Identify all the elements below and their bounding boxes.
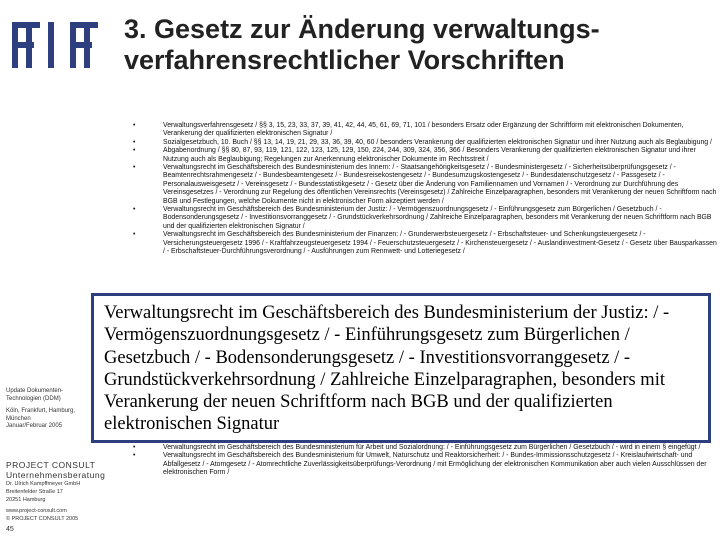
bullet-dot: • xyxy=(133,206,136,214)
company-name: PROJECT CONSULT xyxy=(6,460,96,470)
lower-bullet-list xyxy=(133,444,718,478)
event-line-1: Update Dokumenten- xyxy=(6,388,64,394)
bullet-text: Sozialgesetzbuch, 10. Buch / §§ 13, 14, 19, 21, 29, 33, 36, 39, 40, 60 / besonders Verankerung der qualifizierten elektronischen Signatur und ihrer Nutzung auch als Beglaubigung / xyxy=(163,138,712,146)
bullet-item xyxy=(133,206,718,231)
title-line-2: verfahrensrechtlicher Vorschriften xyxy=(124,45,565,75)
cities-line-2: München xyxy=(6,415,31,422)
company-city: 20251 Hamburg xyxy=(6,497,46,503)
company-person: Dr. Ulrich Kampffmeyer GmbH xyxy=(6,481,81,487)
hover-tooltip xyxy=(91,293,711,443)
bullet-text: Verwaltungsrecht im Geschäftsbereich des Bundesministerium der Finanzen: / - Grunderwerbsteuergesetz / - Erbschaftsteuer- und Schenkungsteuergesetz / - Versicherungsteuergesetz 1996 / - Kraftfahrzeugsteuergesetz 1994 / - Feuerschutzsteuergesetz / - Kirchensteuergesetz / - Auslandinvestment-Gesetz / - Gesetz über Bausparkassen / - Erbschaftsteuer-Durchführungsverordnung / - Ausführungen zum Rennwett- und Lotteriegesetz / xyxy=(163,231,717,256)
bullet-item xyxy=(133,452,718,477)
bullet-dot: • xyxy=(133,138,136,146)
bullet-text: Verwaltungsrecht im Geschäftsbereich des Bundesministerium des Innern: / - Staatsangehörigkeitsgesetz / - Bundesministergesetz / - Sicherheitsüberprüfungsgesetz / - Beamtenrechtsrahmengesetz / - Bundesbeamtengesetz / - Bundesreisekostengesetz / - Bundesumzugskostengesetz / - Bundesdatenschutzgesetz / - Passgesetz / - Personalausweisgesetz / - Vereinsgesetz / - Bundesstatistikgesetz / - Gesetz über die Änderung von Familiennamen und Vornamen / - Verordnung zur Durchführung des Vereinsgesetzes / - Verordnung zur Regelung des öffentlichen Vereinsrechts (Vereinsgesetz) / Zahlreiche Einzelparagraphen, besonders mit Verankerung der neuen Schriftform nach BGB und Festlegungen, welche Dokumente nicht in elektronischer Form akzeptiert werden / xyxy=(163,164,717,205)
company-web: www.project-consult.com xyxy=(6,508,67,514)
bullet-dot: • xyxy=(133,452,136,460)
bullet-text: Verwaltungsverfahrensgesetz / §§ 3, 15, 23, 33, 37, 39, 41, 42, 44, 45, 61, 69, 71, 101 / besonders Ersatz oder Ergänzung der Schriftform mit elektronischen Dokumenten, Verankerung der qualifizierten elektronischen Signatur / xyxy=(163,122,684,138)
bullet-dot: • xyxy=(133,147,136,155)
company-info xyxy=(6,460,106,523)
page-title xyxy=(124,14,704,76)
bullet-dot: • xyxy=(133,122,136,129)
company-tagline: Unternehmensberatung xyxy=(6,470,106,480)
bullet-item xyxy=(133,231,718,256)
bullet-text: Verwaltungsrecht im Geschäftsbereich des Bundesministerium für Arbeit und Sozialordnung: / - Einführungsgesetz zum Bürgerlichen / Gesetzbuch / - wird in einem § eingefügt / xyxy=(163,444,701,451)
bullet-list xyxy=(133,122,718,257)
bullet-dot: • xyxy=(133,164,136,172)
bullet-item xyxy=(133,444,718,452)
company-copyright: © PROJECT CONSULT 2005 xyxy=(6,516,79,522)
tooltip-text: Verwaltungsrecht im Geschäftsbereich des Bundesministerium der Justiz: / - Vermögenszuordnungsgesetz / - Einführungsgesetz zum Bürgerlichen / Gesetzbuch / - Bodensonderungsgesetz / - Investitionsvorranggesetz / - Grundstückverkehrsordnung / Zahlreiche Einzelparagraphen, besonders mit Verankerung der neuen Schriftform nach BGB und der qualifizierten elektronischen Signatur xyxy=(104,303,670,435)
bullet-text: Verwaltungsrecht im Geschäftsbereich des Bundesministerium der Justiz: / - Vermögenszuordnungsgesetz / - Einführungsgesetz zum Bürgerlichen / Gesetzbuch / - Bodensonderungsgesetz / - Investitionsvorranggesetz / - Grundstückverkehrsordnung / Zahlreiche Einzelparagraphen, besonders mit Verankerung der neuen Schriftform nach BGB und der qualifizierten elektronischen Signatur / xyxy=(163,206,712,230)
bullet-dot: • xyxy=(133,444,136,451)
event-date: Januar/Februar 2005 xyxy=(6,423,63,429)
title-line-1: 3. Gesetz zur Änderung verwaltungs- xyxy=(124,14,600,44)
bullet-text: Abgabenordnung / §§ 80, 87, 93, 119, 121, 122, 123, 125, 129, 150, 224, 244, 309, 324, 356, 366 / Besonders Verankerung der qualifizierten elektronischen Signatur und ihrer Nutzung auch als Beglaubigung; Regelungen zur Anerkennung elektronischer Dokumente im Rechtsstreit / xyxy=(163,147,696,163)
bullet-item xyxy=(133,147,718,164)
bullet-item xyxy=(133,122,718,139)
bullet-item xyxy=(133,139,718,147)
company-logo xyxy=(12,22,98,68)
event-line-2: Technologien (DDM) xyxy=(6,395,61,402)
page-number: 45 xyxy=(6,526,14,533)
bullet-dot: • xyxy=(133,231,136,239)
bullet-item xyxy=(133,164,718,206)
bullet-text: Verwaltungsrecht im Geschäftsbereich des Bundesministerium für Umwelt, Naturschutz und Reaktorsicherheit: / - Bundes-Immissionsschutzgesetz / - Kreislaufwirtschaft- und Abfallgesetz / - Atomgesetz / - Atomrechtliche Zuverlässigkeitsüberprüfungs-Verordnung / mit Ermöglichung der elektronischen Kommunikation aber auch vielen Ausschlüssen der elektronischen Form / xyxy=(163,452,707,477)
cities-line-1: Köln, Frankfurt, Hamburg, xyxy=(6,408,76,414)
company-street: Breitenfelder Straße 17 xyxy=(6,489,63,495)
